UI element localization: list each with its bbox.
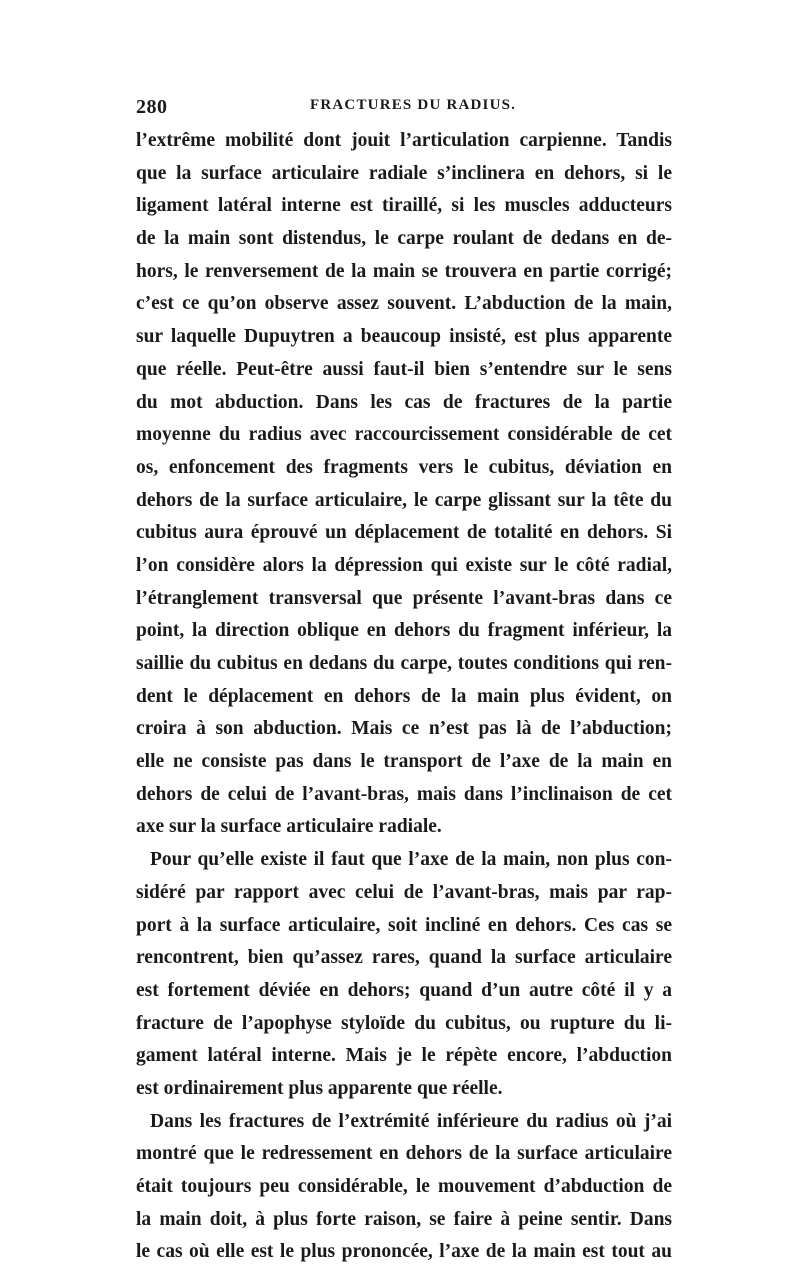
text-line: est fortement déviée en dehors; quand d’un autre côté il y a (136, 979, 672, 1001)
text-line: rencontrent, bien qu’assez rares, quand la surface articulaire (136, 947, 672, 969)
text-line: montré que le redressement en dehors de la surface articulaire (136, 1143, 672, 1165)
text-line: sidéré par rapport avec celui de l’avant-bras, mais par rap- (136, 881, 672, 903)
body-text (136, 125, 672, 1269)
text-line: port à la surface articulaire, soit incliné en dehors. Ces cas se (136, 914, 672, 936)
text-line: du mot abduction. Dans les cas de fractures de la partie (136, 391, 672, 413)
text-line: la main doit, à plus forte raison, se faire à peine sentir. Dans (136, 1208, 672, 1230)
text-line: que réelle. Peut-être aussi faut-il bien s’entendre sur le sens (136, 358, 672, 380)
text-line: fracture de l’apophyse styloïde du cubitus, ou rupture du li- (136, 1012, 672, 1034)
text-line: gament latéral interne. Mais je le répète encore, l’abduction (136, 1045, 672, 1067)
text-line: c’est ce qu’on observe assez souvent. L’abduction de la main, (136, 293, 672, 315)
text-line: cubitus aura éprouvé un déplacement de totalité en dehors. Si (136, 522, 672, 544)
text-line: le cas où elle est le plus prononcée, l’axe de la main est tout au (136, 1241, 672, 1263)
running-title: FRACTURES DU RADIUS. (310, 97, 517, 113)
page-number: 280 (136, 96, 168, 118)
text-line: de la main sont distendus, le carpe roulant de dedans en de- (136, 228, 672, 250)
text-line: os, enfoncement des fragments vers le cubitus, déviation en (136, 456, 672, 478)
text-line: l’on considère alors la dépression qui existe sur le côté radial, (136, 554, 672, 576)
text-line: dehors de celui de l’avant-bras, mais dans l’inclinaison de cet (136, 783, 672, 805)
text-line: dent le déplacement en dehors de la main plus évident, on (136, 685, 672, 707)
text-line: était toujours peu considérable, le mouvement d’abduction de (136, 1176, 672, 1197)
paragraph-start-line: Dans les fractures de l’extrémité inférieure du radius où j’ai (150, 1110, 672, 1132)
text-line: point, la direction oblique en dehors du fragment inférieur, la (136, 620, 672, 642)
paragraph-end-line: est ordinairement plus apparente que réelle. (136, 1077, 503, 1099)
running-head (136, 96, 672, 120)
text-line: hors, le renversement de la main se trouvera en partie corrigé; (136, 260, 672, 282)
text-line: sur laquelle Dupuytren a beaucoup insisté, est plus apparente (136, 326, 672, 348)
text-line: dehors de la surface articulaire, le carpe glissant sur la tête du (136, 489, 672, 511)
text-line: elle ne consiste pas dans le transport de l’axe de la main en (136, 751, 672, 773)
text-line: moyenne du radius avec raccourcissement considérable de cet (136, 424, 672, 446)
paragraph-start-line: Pour qu’elle existe il faut que l’axe de la main, non plus con- (150, 849, 672, 871)
paragraph-end-line: axe sur la surface articulaire radiale. (136, 816, 442, 838)
text-line: que la surface articulaire radiale s’inclinera en dehors, si le (136, 162, 672, 184)
text-line: croira à son abduction. Mais ce n’est pas là de l’abduction; (136, 718, 672, 740)
text-line: l’extrême mobilité dont jouit l’articulation carpienne. Tandis (136, 130, 672, 151)
text-line: l’étranglement transversal que présente l’avant-bras dans ce (136, 587, 672, 609)
text-line: saillie du cubitus en dedans du carpe, toutes conditions qui ren- (136, 653, 672, 674)
text-line: ligament latéral interne est tiraillé, si les muscles adducteurs (136, 195, 672, 217)
